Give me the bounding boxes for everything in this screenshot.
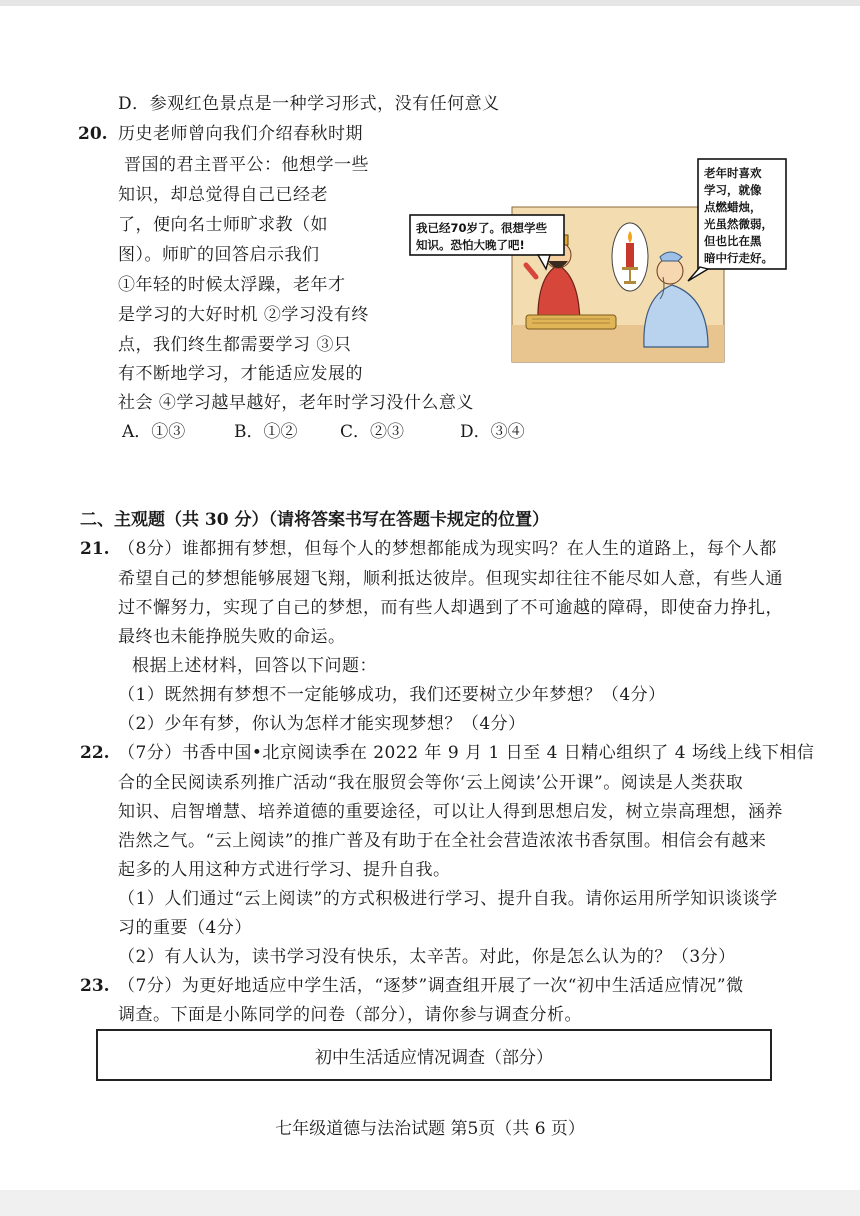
q20-line-8: 点，我们终生都需要学习 ③只 <box>118 335 352 355</box>
zither <box>526 315 616 329</box>
page-top-edge <box>0 0 860 6</box>
q22-line-5: 起多的人用这种方式进行学习、提升自我。 <box>118 860 451 880</box>
q22-sub-2: （2）有人认为，读书学习没有快乐，太辛苦。对此，你是怎么认为的？（3分） <box>118 947 736 967</box>
q21-line-3: 过不懈努力，实现了自己的梦想，而有些人却遇到了不可逾越的障碍，即使奋力挣扎， <box>118 598 783 618</box>
section-2-title: 二、主观题（共 30 分）（请将答案书写在答题卡规定的位置） <box>80 510 549 530</box>
survey-title-box <box>96 1029 772 1081</box>
q20-line-1: 历史老师曾向我们介绍春秋时期 <box>118 124 363 144</box>
shikuang-bubble-line-2: 学习，就像 <box>704 183 762 197</box>
shikuang-bubble-line-3: 点燃蜡烛， <box>704 200 762 214</box>
q20-option-c: C．②③ <box>340 422 405 442</box>
q21-sub-2: （2）少年有梦，你认为怎样才能实现梦想？（4分） <box>118 714 526 734</box>
q20-line-4: 了，便向名士师旷求教（如 <box>118 215 328 235</box>
q22-line-3: 知识、启智增慧、培养道德的重要途径，可以让人得到思想启发，树立崇高理想，涵养 <box>118 802 783 822</box>
q20-line-10: 社会 ④学习越早越好，老年时学习没什么意义 <box>118 393 474 413</box>
q22-sub-1: （1）人们通过“云上阅读”的方式积极进行学习、提升自我。请你运用所学知识谈谈学 <box>118 889 778 909</box>
shikuang-bubble-line-5: 但也比在黑 <box>704 234 762 248</box>
shikuang-bubble-line-4: 光虽然微弱， <box>704 217 773 231</box>
page-footer: 七年级道德与法治试题 第5页（共 6 页） <box>275 1119 585 1139</box>
q22-number: 22. <box>80 743 110 763</box>
q22-line-2: 合的全民阅读系列推广活动“我在服贸会等你‘云上阅读’公开课”。阅读是人类获取 <box>118 773 744 793</box>
king-bubble-line-2: 知识。恐怕大晚了吧! <box>416 238 525 252</box>
q23-line-2: 调查。下面是小陈同学的问卷（部分），请你参与调查分析。 <box>118 1005 582 1025</box>
q20-line-6: ①年轻的时候太浮躁，老年才 <box>118 275 346 295</box>
q20-option-b: B．①② <box>234 422 298 442</box>
shikuang-bubble-line-6: 暗中行走好。 <box>704 251 773 265</box>
q21-number: 21. <box>80 539 110 559</box>
q22-line-1: （7分）书香中国•北京阅读季在 2022 年 9 月 1 日至 4 日精心组织了 4 场线上线下相信 <box>118 743 815 763</box>
q21-line-4: 最终也未能挣脱失败的命运。 <box>118 627 346 647</box>
q20-option-a: A．①③ <box>122 422 186 442</box>
q19-option-d: D．参观红色景点是一种学习形式，没有任何意义 <box>118 94 500 114</box>
q21-sub-1: （1）既然拥有梦想不一定能够成功，我们还要树立少年梦想？（4分） <box>118 685 666 705</box>
survey-title: 初中生活适应情况调查（部分） <box>315 1047 553 1068</box>
q23-line-1: （7分）为更好地适应中学生活，“逐梦”调查组开展了一次“初中生活适应情况”微 <box>118 976 744 996</box>
q23-number: 23. <box>80 976 110 996</box>
q22-sub-1-cont: 习的重要（4分） <box>118 918 252 938</box>
page-bottom-edge <box>0 1190 860 1216</box>
q20-line-3: 知识，却总觉得自己已经老 <box>118 185 328 205</box>
q20-line-5: 图）。师旷的回答启示我们 <box>118 245 320 265</box>
q21-line-2: 希望自己的梦想能够展翅飞翔，顺利抵达彼岸。但现实却往往不能尽如人意，有些人通 <box>118 569 783 589</box>
q20-line-2: 晋国的君主晋平公：他想学一些 <box>124 155 369 175</box>
q20-line-9: 有不断地学习，才能适应发展的 <box>118 364 363 384</box>
q21-line-1: （8分）谁都拥有梦想，但每个人的梦想都能成为现实吗？在人生的道路上，每个人都 <box>118 539 777 559</box>
q20-line-7: 是学习的大好时机 ②学习没有终 <box>118 305 369 325</box>
q22-line-4: 浩然之气。“云上阅读”的推广普及有助于在全社会营造浓浓书香氛围。相信会有越来 <box>118 831 767 851</box>
q21-prompt: 根据上述材料，回答以下问题： <box>132 656 377 676</box>
q20-illustration <box>408 157 788 367</box>
q20-option-d: D．③④ <box>460 422 525 442</box>
q20-number: 20. <box>78 124 108 144</box>
king-bubble-line-1: 我已经70岁了。很想学些 <box>416 221 548 235</box>
shikuang-bubble-line-1: 老年时喜欢 <box>704 166 762 180</box>
candle-icon <box>626 243 634 267</box>
